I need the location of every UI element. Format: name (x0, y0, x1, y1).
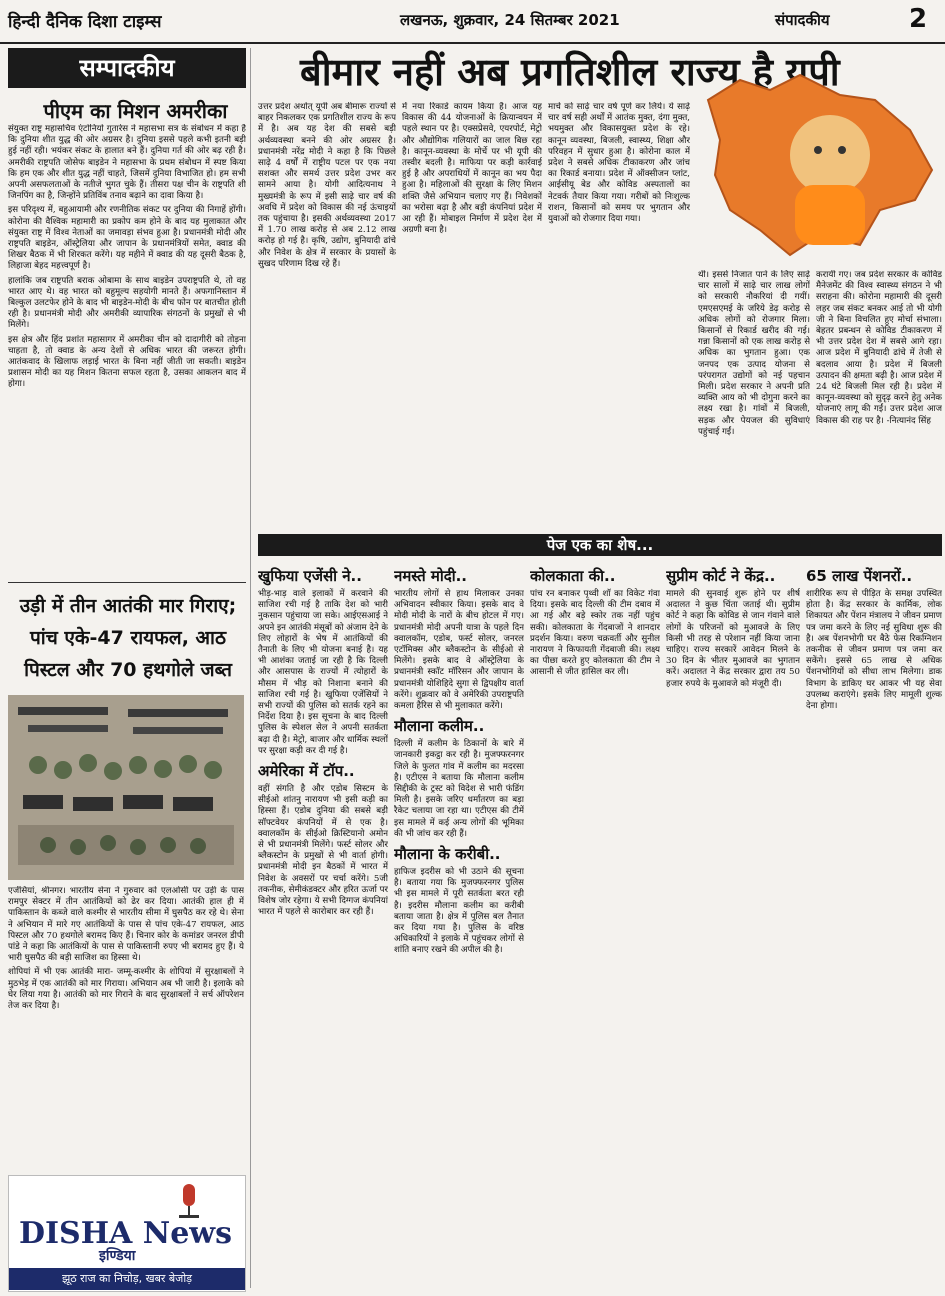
story-body: दिल्ली में कलीम के ठिकानों के बारे में जानकारी इकट्ठा कर रही है। मुजफ्फरनगर जिले के फुलत गांव में कलीम का मदरसा है। एटीएस ने बताया कि मौलाना कलीम सिद्दीकी के ट्रस्ट को विदेश से भारी फंडिंग मिली है। इसके जरिए धर्मांतरण का बड़ा रैकेट चलाया जा रहा था। एटीएस की टीमें इस मामले में कई अन्य लोगों की भूमिका की भी जांच कर रही हैं। (394, 739, 524, 839)
article-paragraph: मार्च को साढ़े चार वर्ष पूर्ण कर लिये। ये साढ़े चार वर्ष सही अर्थों में आतंक मुक्त, दंगा मुक्त, भयमुक्त और विकासयुक्त प्रदेश के रहे। कानून व्यवस्था, बिजली, स्वास्थ्य, शिक्षा और परिवहन में सुधार हुआ है। कोरोना काल में प्रदेश ने सबसे अधिक टीकाकरण और जांच का रिकार्ड बनाया। प्रदेश में ऑक्सीजन प्लांट, आईसीयू बेड और कोविड अस्पतालों का नेटवर्क तैयार किया गया। गरीबों को निःशुल्क राशन, किसानों को समय पर भुगतान और युवाओं को रोजगार दिया गया। (548, 102, 690, 225)
editorial-paragraph: इस क्षेत्र और हिंद प्रशांत महासागर में अमरीका चीन को दादागीरी को तोड़ना चाहता है, तो क्वाड के अन्य देशों से अधिक भारत की जरूरत होगी। आतंकवाद के खिलाफ लड़ाई भारत के बिना नहीं जीती जा सकती। बाइडेन प्रशासन मोदी का यह मिशन कितना सफल रहता है, उसका आकलन बाद में होगा। (8, 334, 246, 390)
column-divider (250, 48, 251, 1288)
main-article-col-2 (402, 102, 542, 528)
main-article-col-5 (816, 270, 942, 528)
story-body: पांच रन बनाकर पृथ्वी शॉ का विकेट गंवा दिया। इसके बाद दिल्ली की टीम दबाव में आ गई और बड़े स्कोर तक नहीं पहुंच सकी। कोलकाता के गेंदबाजों ने शानदार प्रदर्शन किया। वरुण चक्रवर्ती और सुनील नारायण ने किफायती गेंदबाजी की। लक्ष्य का पीछा करते हुए कोलकाता की टीम ने आसानी से जीत हासिल कर ली। (530, 589, 660, 678)
promo-subtitle: इण्डिया (99, 1248, 136, 1264)
microphone-icon (159, 1180, 219, 1220)
story-heading: अमेरिका में टॉप.. (258, 762, 355, 781)
divider (8, 582, 246, 583)
story-body: शारीरिक रूप से पीड़ित के समक्ष उपस्थित होता है। केंद्र सरकार के कार्मिक, लोक शिकायत और पेंशन मंत्रालय ने जीवन प्रमाण पत्र जमा करने के लिए नई सुविधा शुरू की है। अब पेंशनभोगी घर बैठे फेस रिकग्निशन तकनीक से जीवन प्रमाण पत्र जमा कर सकेंगे। इससे 65 लाख से अधिक पेंशनभोगियों को सीधा लाभ मिलेगा। डाक विभाग के डाकिए घर आकर भी यह सेवा उपलब्ध कराएंगे। इसके लिए मामूली शुल्क देना होगा। (806, 589, 942, 712)
editorial-body (8, 124, 246, 579)
article-paragraph: उत्तर प्रदेश अर्थात् यूपी अब बीमारू राज्यों से बाहर निकलकर एक प्रगतिशील राज्य के रूप में है। अब यह देश की सबसे बड़ी अर्थव्यवस्था बनने की ओर अग्रसर है। प्रधानमंत्री नरेंद्र मोदी ने कहा है कि पिछले साढ़े 4 वर्षों में राष्ट्रीय पटल पर एक नया सशक्त और समर्थ उत्तर प्रदेश उभर कर सामने आया है। योगी आदित्यनाथ ने मुख्यमंत्री के रूप में इसी साढ़े चार वर्ष की अवधि में प्रदेश को विकास की नई ऊंचाइयों तक पहुंचाया है। इसकी अर्थव्यवस्था 2017 में 1.70 लाख करोड़ से अब 2.12 लाख करोड़ हो गई है। कृषि, उद्योग, बुनियादी ढांचे और निवेश के क्षेत्र में सरकार के प्रयासों के सुखद परिणाम दिख रहे हैं। (258, 102, 396, 269)
news-paragraph: शोपियां में भी एक आतंकी मारा- जम्मू-कश्मीर के शोपियां में सुरक्षाबलों ने मुठभेड़ में एक आतंकी को मार गिराया। अभियान अब भी जारी है। इलाके को घेर लिया गया है। आतंकी को मार गिराने के बाद सुरक्षाबलों ने सर्च ऑपरेशन तेज कर दिया है। (8, 967, 244, 1012)
news-body (8, 886, 244, 1168)
weapons-photo-illustration (8, 695, 244, 880)
continuation-col-1 (258, 562, 388, 1288)
continuation-col-4 (666, 562, 800, 1288)
story-heading: मौलाना कलीम.. (394, 717, 485, 736)
up-map-illustration (700, 60, 940, 265)
editorial-paragraph: इस परिदृश्य में, बहुआयामी और रणनीतिक संकट पर दुनिया की निगाहें होंगी। कोरोना की वैश्विक महामारी का प्रकोप कम होने के बाद यह मुलाकात और संयुक्त राष्ट्र में विश्व नेताओं का जमावड़ा संभव हुआ है। प्रधानमंत्री मोदी और राष्ट्रपति बाइडेन, ऑस्ट्रेलिया और जापान के प्रधानमंत्रियों समेत, क्वाड की शिखर बैठक में भी शिरकत करेंगे। यह महीने में क्वाड की यह दूसरी बैठक है, लिहाजा बेहद महत्त्वपूर्ण है। (8, 205, 246, 272)
promo-tagline: झूठ राज का निचोड़, खबर बेजोड़ (9, 1268, 245, 1290)
story-body: वहीं संगति है और एडोब सिस्टम के सीईओ शांतनु नारायण भी इसी कड़ी का हिस्सा हैं। एडोब दुनिया की सबसे बड़ी सॉफ्टवेयर कंपनियों में से एक है। क्वालकॉम के सीईओ क्रिस्टियानो अमोन से भी प्रधानमंत्री मिलेंगे। फर्स्ट सोलर और ब्लैकस्टोन के प्रमुखों से भी वार्ता होगी। प्रधानमंत्री मोदी इन बैठकों में भारत में निवेश के अवसरों पर चर्चा करेंगे। 5जी तकनीक, सेमीकंडक्टर और हरित ऊर्जा पर विशेष जोर रहेगा। ये सभी दिग्गज कंपनियां भारत में पहले से कारोबार कर रही हैं। (258, 784, 388, 918)
weapons-photo (8, 695, 244, 880)
story-heading: कोलकाता की.. (530, 567, 616, 585)
promo-brand: DISHA News (19, 1216, 233, 1251)
article-paragraph: में नया रिकार्ड कायम किया है। आज यह विकास की 44 योजनाओं के क्रियान्वयन में पहले स्थान पर है। एक्सप्रेसवे, एयरपोर्ट, मेट्रो और औद्योगिक गलियारों का जाल बिछ रहा है। कानून-व्यवस्था के मोर्चे पर भी यूपी की तस्वीर बदली है। माफिया पर कड़ी कार्रवाई हुई है और अपराधियों में कानून का भय पैदा हुआ है। महिलाओं की सुरक्षा के लिए मिशन शक्ति जैसे अभियान चलाए गए हैं। निवेशकों का भरोसा बढ़ा है और बड़ी कंपनियां प्रदेश में आ रही हैं। मोबाइल निर्माण में प्रदेश देश में अग्रणी बना है। (402, 102, 542, 236)
section-label: संपादकीय (775, 11, 830, 29)
continuation-col-3 (530, 562, 660, 1288)
article-paragraph: थी। इससे निजात पाने के लिए साढ़े चार सालों में साढ़े चार लाख लोगों को सरकारी नौकरियां दी गयीं। एमएसएमई के जरिये डेढ़ करोड़ से अधिक लोगों को रोजगार मिला। किसानों से रिकार्ड खरीद की गई। गन्ना किसानों को एक लाख करोड़ से अधिक का भुगतान हुआ। एक जनपद एक उत्पाद योजना से परंपरागत उद्योगों को नई पहचान मिली। प्रदेश सरकार ने अपनी प्रति व्यक्ति आय को भी दोगुना करने का लक्ष्य रखा है। गांवों में बिजली, सड़क और पेयजल की सुविधाएं पहुंचाई गईं। (698, 270, 810, 437)
up-map-figure (700, 60, 940, 265)
story-body: मामले की सुनवाई शुरू होने पर शीर्ष अदालत ने कुछ चिंता जताई थी। सुप्रीम कोर्ट ने कहा कि कोविड से जान गंवाने वाले लोगों के परिजनों को मुआवजे के लिए किसी भी तरह से परेशान नहीं किया जाना चाहिए। राज्य सरकारें आवेदन मिलने के 30 दिन के भीतर मुआवजे का भुगतान करें। अदालत ने केंद्र सरकार द्वारा तय 50 हजार रुपये के मुआवजे को मंजूरी दी। (666, 589, 800, 689)
masthead (0, 0, 945, 44)
article-paragraph: करायी गए। जब प्रदेश सरकार के कोविड मैनेजमेंट की विश्व स्वास्थ्य संगठन ने भी सराहना की। कोरोना महामारी की दूसरी लहर जब संकट बनकर आई तो भी योगी जी ने बिना विचलित हुए मोर्चा संभाला। बेहतर प्रबन्धन से कोविड टीकाकरण में भी उत्तर प्रदेश देश में सबसे आगे रहा। आज प्रदेश में बुनियादी ढांचे में तेजी से बदलाव आया है। प्रदेश में बिजली उत्पादन की क्षमता बढ़ी है। आज प्रदेश में 24 घंटे बिजली मिल रही है। प्रदेश में कानून-व्यवस्था को सुदृढ़ करने हेतु अनेक योजनाएं लागू की गईं। उत्तर प्रदेश आज विकास की राह पर है। -नित्यानंद सिंह (816, 270, 942, 426)
editorial-paragraph: संयुक्त राष्ट्र महासचिव एंटोनियो गुतारेस ने महासभा सत्र के संबोधन में कहा है कि दुनिया शीत युद्ध की ओर अग्रसर है। दुनिया इससे पहले कभी इतनी बड़ी हुई नहीं रही। भयंकर संकट के हालात बने हैं। दुनिया गर्त की ओर बढ़ रही है। अमरीकी राष्ट्रपति जोसेफ बाइडेन ने महासभा के प्रथम संबोधन में स्पष्ट किया कि हम एक और शीत युद्ध नहीं चाहते, जिसमें दुनिया विभाजित हो। हम सभी अपनी असफलताओं के नतीजे भुगत चुके हैं। तीसरा पक्ष चीन के राष्ट्रपति शी जिनपिंग का है, जिन्होंने प्रतिविंब तनाव बढ़ाने का दावा किया है। (8, 124, 246, 202)
story-heading: 65 लाख पेंशनरों.. (806, 567, 913, 585)
story-heading: सुप्रीम कोर्ट ने केंद्र.. (666, 567, 776, 585)
story-body: हाफिज इदरीस को भी उठाने की सूचना है। बताया गया कि मुजफ्फरनगर पुलिस भी इस मामले में पूरी सतर्कता बरत रही है। इदरीस मौलाना कलीम का करीबी बताया जाता है। क्षेत्र में पुलिस बल तैनात कर दिया गया है। पुलिस के वरिष्ठ अधिकारियों ने इलाके में पहुंचकर लोगों से शांति बनाए रखने की अपील की है। (394, 867, 524, 956)
story-body: भीड़-भाड़ वाले इलाकों में करवाने की साजिश रची गई है ताकि देश को भारी नुकसान पहुंचाया जा सके। आईएसआई ने अपने इन आतंकी मंसूबों को अंजाम देने के लिए लोहारों के भेष में आतंकियों की तैनाती के लिए भी योजना बनाई है। यह भी आशंका जताई जा रही है कि दिल्ली और आसपास के राज्यों में त्योहारों के मौसम में भीड़ को निशाना बनाने की साजिश रची गई है। खुफिया एजेंसियों ने सभी राज्यों की पुलिस को सतर्क रहने का निर्देश दिया है। इस सूचना के बाद दिल्ली पुलिस के स्पेशल सेल ने अपनी सतर्कता बढ़ा दी है। मेट्रो, बाजार और धार्मिक स्थलों पर सुरक्षा कड़ी कर दी गई है। (258, 589, 388, 756)
story-heading: मौलाना के करीबी.. (394, 845, 501, 864)
main-article-col-4 (698, 270, 810, 528)
continuation-col-5 (806, 562, 942, 1288)
disha-news-promo[interactable] (8, 1175, 246, 1292)
page-number: 2 (908, 4, 928, 34)
section-banner: सम्पादकीय (8, 48, 246, 88)
main-headline: बीमार नहीं अब प्रगतिशील राज्य है यूपी (300, 50, 840, 94)
story-heading: नमस्ते मोदी.. (394, 567, 468, 585)
continuation-strip: पेज एक का शेष... (258, 534, 942, 556)
continuation-col-2 (394, 562, 524, 1288)
main-article-col-3 (548, 102, 690, 528)
story-heading: खुफिया एजेंसी ने.. (258, 567, 362, 585)
main-article-col-1 (258, 102, 396, 528)
paper-name: हिन्दी दैनिक दिशा टाइम्स (8, 12, 162, 32)
editorial-title: पीएम का मिशन अमरीका (43, 99, 228, 123)
news-paragraph: एजेंसियां, श्रीनगर। भारतीय सेना ने गुरुवार को एलओसी पर उड़ी के पास रामपुर सेक्टर में तीन आतंकियों को ढेर कर दिया। आतंकी हाल ही में पाकिस्तान के कब्जे वाले कश्मीर से भारतीय सीमा में घुसपैठ कर रहे थे। सेना ने अभियान में मारे गए आतंकियों के पास से पांच एके-47 रायफल, आठ पिस्टल और 70 हथगोले बरामद किए हैं। चिनार कोर के कमांडर जनरल डीपी पांडे ने कहा कि आतंकियों के पास से पाकिस्तानी रुपए भी बरामद हुए हैं। ये भारी घुसपैठ की बड़ी साजिश का हिस्सा थे। (8, 886, 244, 964)
dateline: लखनऊ, शुक्रवार, 24 सितम्बर 2021 (400, 11, 620, 29)
story-body: भारतीय लोगों से हाथ मिलाकर उनका अभिवादन स्वीकार किया। इसके बाद वे मोदी मोदी के नारों के बीच होटल में गए। प्रधानमंत्री मोदी अपनी यात्रा के पहले दिन क्वालकॉम, एडोब, फर्स्ट सोलर, जनरल एटॉमिक्स और ब्लैकस्टोन के सीईओ से मिलेंगे। इसके बाद वे ऑस्ट्रेलिया के प्रधानमंत्री स्कॉट मॉरिसन और जापान के प्रधानमंत्री योशिहिदे सुगा से द्विपक्षीय वार्ता करेंगे। शुक्रवार को वे अमेरिकी उपराष्ट्रपति कमला हैरिस से भी मुलाकात करेंगे। (394, 589, 524, 712)
news-headline: उड़ी में तीन आतंकी मार गिराए; पांच एके-47 रायफल, आठ पिस्टल और 70 हथगोले जब्त (19, 595, 237, 681)
editorial-paragraph: हालांकि जब राष्ट्रपति बराक ओबामा के साथ बाइडेन उपराष्ट्रपति थे, तो वह भारत आए थे। वह भारत को बहुमूल्य सहयोगी मानते हैं। अफगानिस्तान में बिल्कुल उलटफेर होने के बाद भी बाइडेन-मोदी के बीच फोन पर बातचीत होती रही है। प्रधानमंत्री मोदी और अमरीकी व्यापारिक संगठनों के प्रमुखों से भी मिलेंगे। (8, 275, 246, 331)
